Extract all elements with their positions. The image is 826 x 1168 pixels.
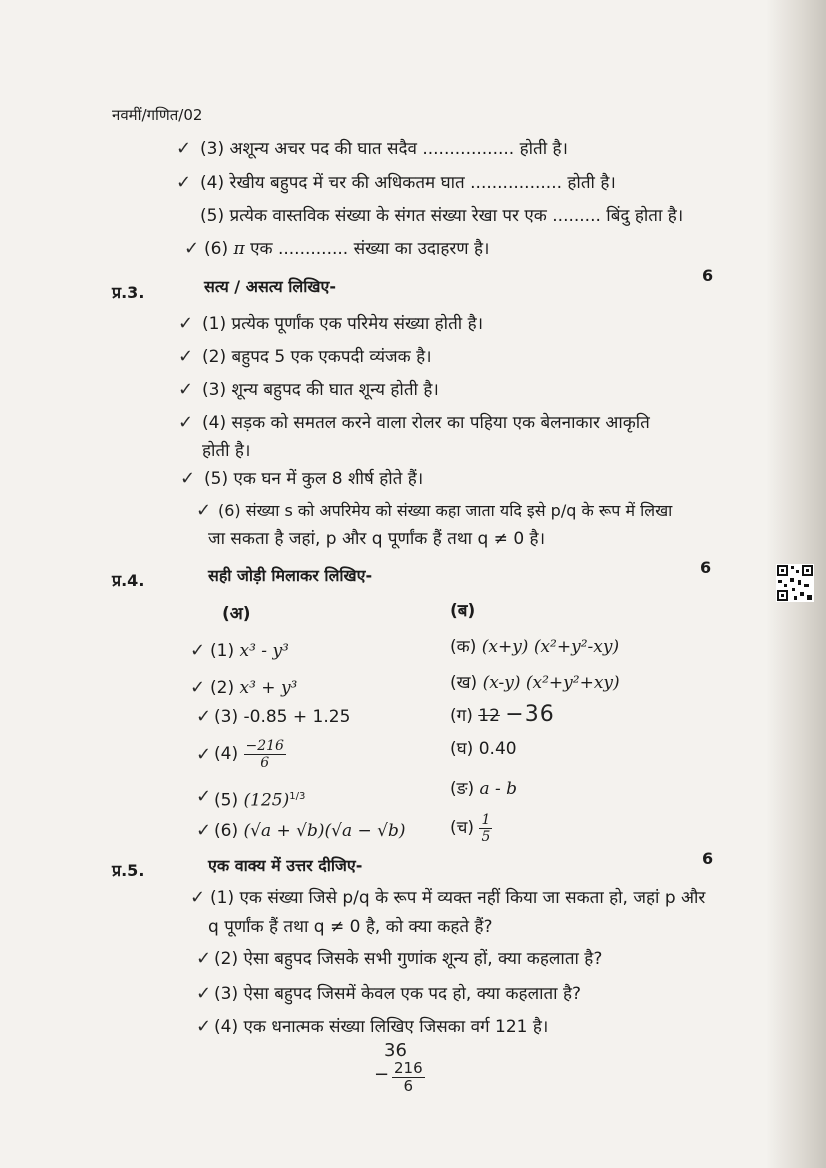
question-number: प्र.5. (112, 861, 145, 880)
tick-mark: ✓ (196, 1016, 212, 1037)
tick-mark: ✓ (196, 983, 212, 1004)
q5-item-1-cont: q पूर्णांक हैं तथा q ≠ 0 है, को क्या कहते हैं? (208, 917, 493, 937)
question-number: प्र.3. (112, 283, 145, 302)
scribble-minus: − (374, 1064, 390, 1085)
tick-mark: ✓ (180, 468, 196, 489)
tick-mark: ✓ (190, 887, 206, 908)
q3-item-4: (4) सड़क को समतल करने वाला रोलर का पहिया एक बेलनाकार आकृति (202, 413, 650, 433)
q3-item-2: (2) बहुपद 5 एक एकपदी व्यंजक है। (202, 347, 432, 367)
tick-mark: ✓ (176, 172, 192, 193)
q5-item-4: (4) एक धनात्मक संख्या लिखिए जिसका वर्ग 121 है। (214, 1017, 549, 1037)
match-right-ka: (क) (x+y) (x²+y²-xy) (450, 637, 620, 657)
tick-mark: ✓ (190, 677, 206, 698)
tick-mark: ✓ (176, 138, 192, 159)
tick-mark: ✓ (190, 640, 206, 661)
match-right-gha: (घ) 0.40 (450, 739, 517, 759)
tick-mark: ✓ (196, 500, 212, 521)
tick-mark: ✓ (196, 820, 212, 841)
column-a-heading: (अ) (222, 604, 251, 624)
column-b-heading: (ब) (450, 601, 476, 621)
tick-mark: ✓ (196, 744, 212, 765)
tick-mark: ✓ (178, 412, 194, 433)
tick-mark: ✓ (196, 786, 212, 807)
qr-code (776, 564, 814, 602)
scribble-top: 36 (384, 1040, 407, 1061)
tick-mark: ✓ (196, 948, 212, 969)
fraction: $\frac{-216}{6}$ (245, 737, 284, 771)
question-title: सत्य / असत्य लिखिए- (204, 277, 336, 296)
fill-blank-item-3: (3) अशून्य अचर पद की घात सदैव ................. होती है। (200, 139, 568, 159)
match-left-2: (2) x³ + y³ (210, 678, 298, 698)
match-right-kha: (ख) (x-y) (x²+y²+xy) (450, 673, 620, 693)
question-title: एक वाक्य में उत्तर दीजिए- (208, 856, 363, 875)
q5-item-2: (2) ऐसा बहुपद जिसके सभी गुणांक शून्य हों, क्या कहलाता है? (214, 949, 603, 969)
match-left-5: (5) $(125)^{1/3}$ (214, 790, 306, 811)
match-left-6: (6) (√a + √b)(√a − √b) (214, 821, 406, 841)
handwritten-answer: −36 (505, 702, 555, 727)
q3-item-5: (5) एक घन में कुल 8 शीर्ष होते हैं। (204, 469, 424, 489)
marks: 6 (702, 266, 714, 285)
tick-mark: ✓ (196, 706, 212, 727)
tick-mark: ✓ (178, 313, 194, 334)
question-title: सही जोड़ी मिलाकर लिखिए- (208, 566, 373, 585)
q5-item-1: (1) एक संख्या जिसे p/q के रूप में व्यक्त नहीं किया जा सकता हो, जहां p और (210, 888, 706, 908)
scribble-fraction: 216 6 (394, 1059, 423, 1095)
fill-blank-item-6: (6) π एक ............. संख्या का उदाहरण है। (204, 239, 490, 259)
tick-mark: ✓ (178, 379, 194, 400)
marks: 6 (702, 849, 714, 868)
question-number: प्र.4. (112, 571, 145, 590)
fill-blank-item-4: (4) रेखीय बहुपद में चर की अधिकतम घात ................. होती है। (200, 173, 616, 193)
paper-code: नवमीं/गणित/02 (112, 106, 203, 124)
fraction: $\frac{1}{5}$ (481, 811, 491, 845)
tick-mark: ✓ (178, 346, 194, 367)
marks: 6 (700, 558, 712, 577)
fill-blank-item-5: (5) प्रत्येक वास्तविक संख्या के संगत संख्या रेखा पर एक ......... बिंदु होता है। (200, 206, 684, 226)
q3-item-3: (3) शून्य बहुपद की घात शून्य होती है। (202, 380, 439, 400)
q3-item-4-cont: होती है। (202, 441, 251, 461)
match-right-ga: (ग) 12 −36 (450, 702, 555, 727)
match-right-nga: (ङ) a - b (450, 779, 518, 799)
match-left-1: (1) x³ - y³ (210, 641, 289, 661)
match-left-3: (3) -0.85 + 1.25 (214, 707, 351, 727)
q3-item-6: (6) संख्या s को अपरिमेय को संख्या कहा जाता यदि इसे p/q के रूप में लिखा (218, 501, 673, 520)
tick-mark: ✓ (184, 238, 200, 259)
q3-item-6-cont: जा सकता है जहां, p और q पूर्णांक हैं तथा q ≠ 0 है। (208, 529, 546, 549)
match-right-cha: (च) $\frac{1}{5}$ (450, 811, 491, 845)
q3-item-1: (1) प्रत्येक पूर्णांक एक परिमेय संख्या होती है। (202, 314, 484, 334)
match-left-4: (4) $\frac{-216}{6}$ (214, 737, 284, 771)
q5-item-3: (3) ऐसा बहुपद जिसमें केवल एक पद हो, क्या कहलाता है? (214, 984, 582, 1004)
